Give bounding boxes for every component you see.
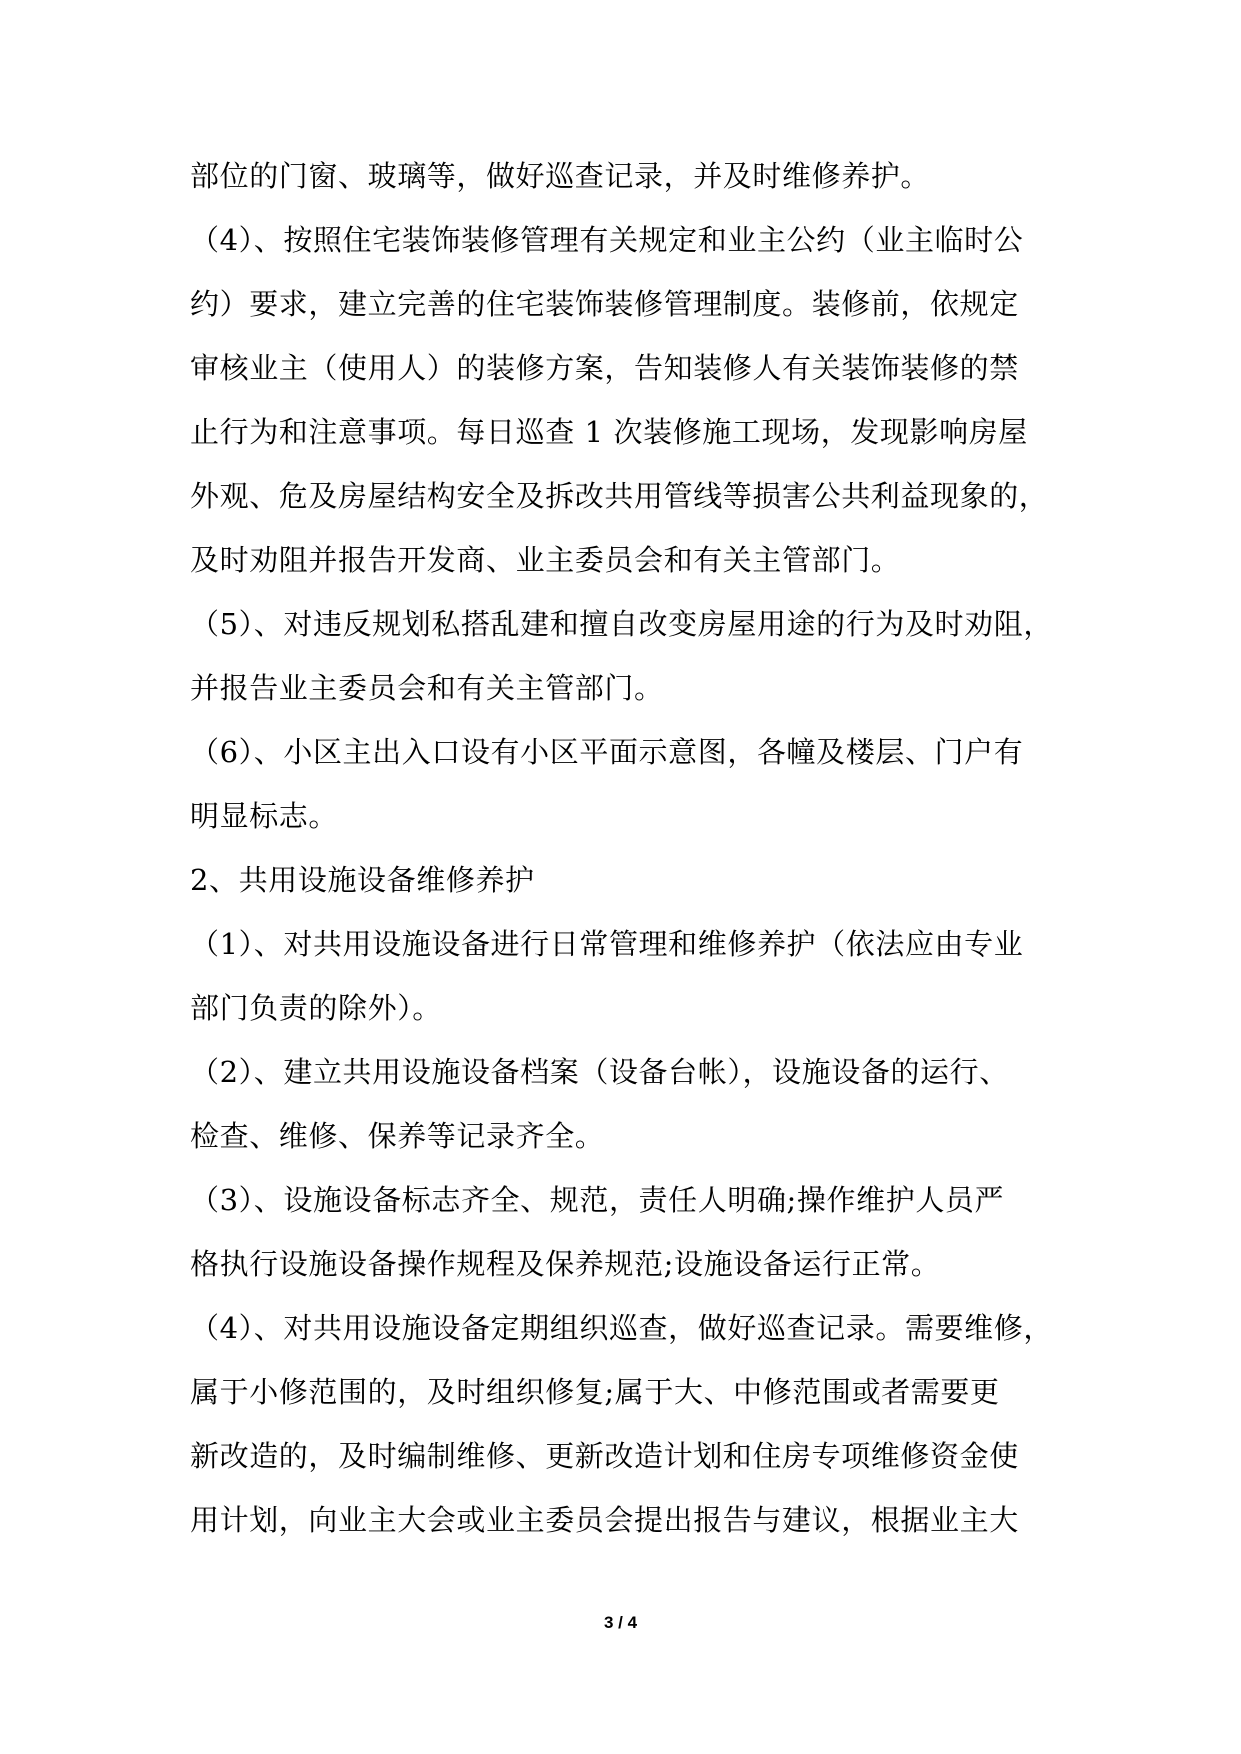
text-line: 属于小修范围的，及时组织修复;属于大、中修范围或者需要更 bbox=[190, 1375, 1000, 1409]
text-line: （1）、对共用设施设备进行日常管理和维修养护（依法应由专业 bbox=[190, 927, 1024, 961]
text-line: 部门负责的除外）。 bbox=[190, 991, 442, 1025]
text-line: 新改造的，及时编制维修、更新改造计划和住房专项维修资金使 bbox=[190, 1439, 1019, 1473]
text-line: 审核业主（使用人）的装修方案，告知装修人有关装饰装修的禁 bbox=[190, 351, 1019, 385]
text-line: （4）、对共用设施设备定期组织巡查，做好巡查记录。需要维修， bbox=[190, 1311, 1053, 1345]
text-line: （2）、建立共用设施设备档案（设备台帐），设施设备的运行、 bbox=[190, 1055, 1009, 1089]
text-line: 部位的门窗、玻璃等，做好巡查记录，并及时维修养护。 bbox=[190, 159, 931, 193]
text-line: 格执行设施设备操作规程及保养规范;设施设备运行正常。 bbox=[190, 1247, 941, 1281]
text-line: 检查、维修、保养等记录齐全。 bbox=[190, 1119, 605, 1153]
text-line: （5）、对违反规划私搭乱建和擅自改变房屋用途的行为及时劝阻， bbox=[190, 607, 1053, 641]
text-line: 并报告业主委员会和有关主管部门。 bbox=[190, 671, 664, 705]
text-line: 约）要求，建立完善的住宅装饰装修管理制度。装修前，依规定 bbox=[190, 287, 1019, 321]
text-line: 用计划，向业主大会或业主委员会提出报告与建议，根据业主大 bbox=[190, 1503, 1019, 1537]
text-line: 明显标志。 bbox=[190, 799, 339, 833]
section-heading: 2、共用设施设备维修养护 bbox=[190, 863, 535, 897]
text-line: 外观、危及房屋结构安全及拆改共用管线等损害公共利益现象的， bbox=[190, 479, 1049, 513]
page-number: 3 / 4 bbox=[603, 1613, 638, 1632]
text-line: 止行为和注意事项。每日巡查 1 次装修施工现场，发现影响房屋 bbox=[190, 415, 1028, 449]
text-line: （3）、设施设备标志齐全、规范，责任人明确;操作维护人员严 bbox=[190, 1183, 1005, 1217]
text-line: （6）、小区主出入口设有小区平面示意图，各幢及楼层、门户有 bbox=[190, 735, 1024, 769]
text-line: 及时劝阻并报告开发商、业主委员会和有关主管部门。 bbox=[190, 543, 901, 577]
text-line: （4）、按照住宅装饰装修管理有关规定和业主公约（业主临时公 bbox=[190, 223, 1024, 257]
